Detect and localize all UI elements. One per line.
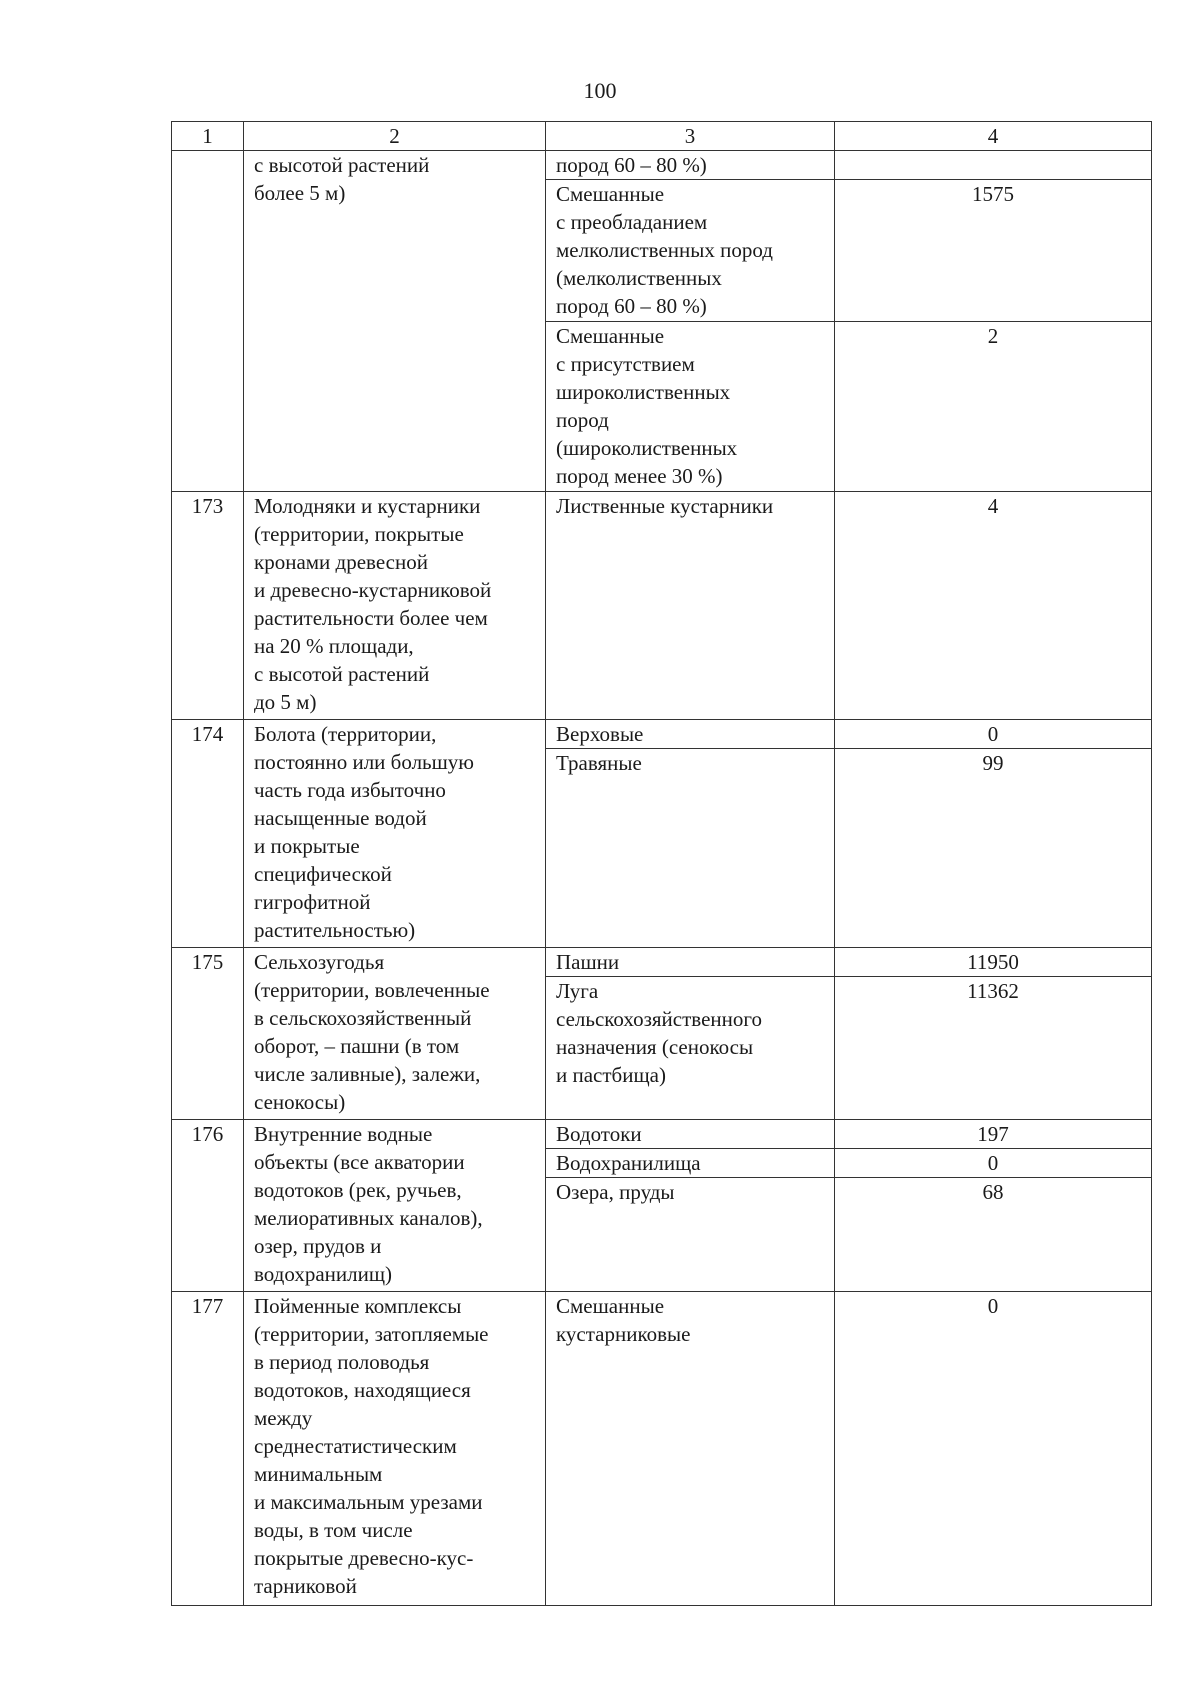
category-cell: с высотой растений более 5 м) <box>244 151 546 492</box>
type-cell: Водотоки <box>546 1120 835 1149</box>
value-cell: 68 <box>835 1178 1152 1292</box>
category-cell: Внутренние водные объекты (все акватории водотоков (рек, ручьев, мелиоративных каналов), озер, прудов и водохранилищ) <box>244 1120 546 1292</box>
table-row <box>172 151 1152 180</box>
row-number-cell: 176 <box>172 1120 244 1292</box>
category-cell: Пойменные комплексы (территории, затопляемые в период половодья водотоков, находящиеся между среднестатистическим минимальным и максимальным урезами воды, в том числе покрытые древесно-кус- тарниковой <box>244 1292 546 1606</box>
table-row <box>172 1292 1152 1606</box>
value-cell: 99 <box>835 749 1152 948</box>
type-cell: Смешанные кустарниковые <box>546 1292 835 1606</box>
type-cell: Смешанные с присутствием широколиственных пород (широколиственных пород менее 30 %) <box>546 322 835 492</box>
value-cell: 11362 <box>835 977 1152 1120</box>
value-cell: 0 <box>835 1149 1152 1178</box>
type-cell: Лиственные кустарники <box>546 492 835 720</box>
type-cell: Пашни <box>546 948 835 977</box>
table-row <box>172 492 1152 720</box>
category-cell: Молодняки и кустарники (территории, покрытые кронами древесной и древесно-кустарниковой растительности более чем на 20 % площади, с высотой растений до 5 м) <box>244 492 546 720</box>
row-number-cell <box>172 151 244 492</box>
type-cell: Луга сельскохозяйственного назначения (сенокосы и пастбища) <box>546 977 835 1120</box>
table-row <box>172 720 1152 749</box>
page-number: 100 <box>583 78 617 103</box>
type-cell: Водохранилища <box>546 1149 835 1178</box>
type-cell: Травяные <box>546 749 835 948</box>
type-cell: Верховые <box>546 720 835 749</box>
value-cell: 0 <box>835 1292 1152 1606</box>
category-cell: Болота (территории, постоянно или большую часть года избыточно насыщенные водой и покрытые специфической гигрофитной растительностью) <box>244 720 546 948</box>
data-table <box>171 121 1152 1606</box>
type-cell: Смешанные с преобладанием мелколиственных пород (мелколиственных пород 60 – 80 %) <box>546 180 835 322</box>
table-row <box>172 948 1152 977</box>
category-cell: Сельхозугодья (территории, вовлеченные в сельскохозяйственный оборот, – пашни (в том числе заливные), залежи, сенокосы) <box>244 948 546 1120</box>
header-cell: 3 <box>546 122 835 151</box>
value-cell: 4 <box>835 492 1152 720</box>
type-cell: Озера, пруды <box>546 1178 835 1292</box>
value-cell: 1575 <box>835 180 1152 322</box>
table-row <box>172 1120 1152 1149</box>
header-cell: 2 <box>244 122 546 151</box>
row-number-cell: 175 <box>172 948 244 1120</box>
header-cell: 1 <box>172 122 244 151</box>
value-cell: 11950 <box>835 948 1152 977</box>
table-header-row <box>172 122 1152 151</box>
row-number-cell: 174 <box>172 720 244 948</box>
value-cell <box>835 151 1152 180</box>
row-number-cell: 177 <box>172 1292 244 1606</box>
header-cell: 4 <box>835 122 1152 151</box>
value-cell: 0 <box>835 720 1152 749</box>
value-cell: 2 <box>835 322 1152 492</box>
value-cell: 197 <box>835 1120 1152 1149</box>
type-cell: пород 60 – 80 %) <box>546 151 835 180</box>
row-number-cell: 173 <box>172 492 244 720</box>
